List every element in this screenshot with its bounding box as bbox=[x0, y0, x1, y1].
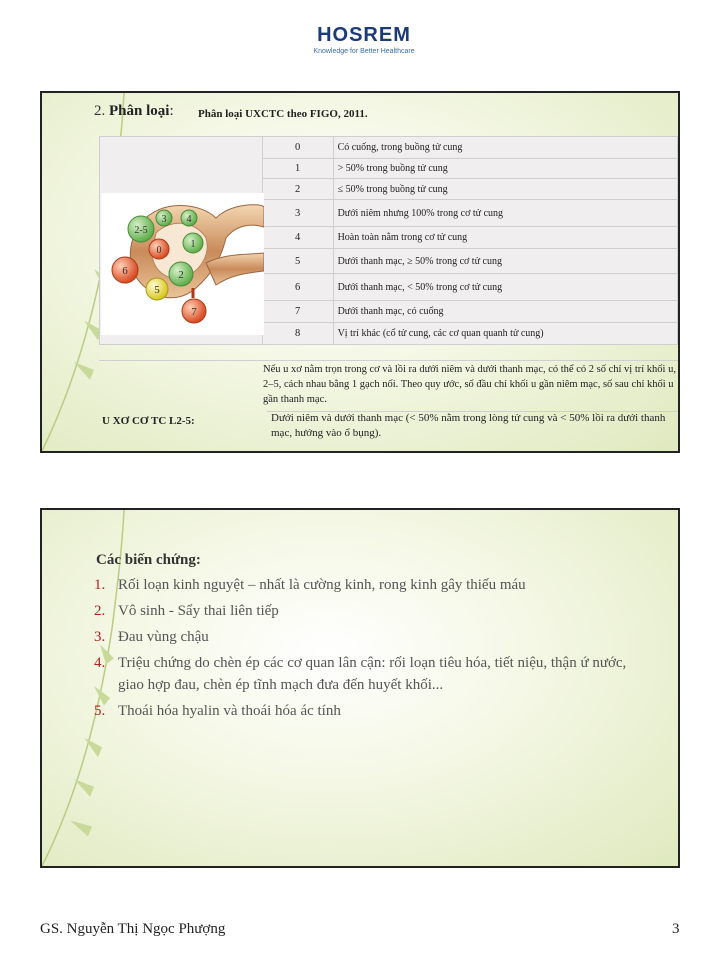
row-desc: Dưới thanh mạc, < 50% trong cơ tử cung bbox=[333, 274, 677, 301]
row-code: 3 bbox=[262, 200, 333, 227]
row-desc: ≤ 50% trong buồng tử cung bbox=[333, 179, 677, 200]
diagram-label: 7 bbox=[191, 306, 197, 318]
row-code: 2 bbox=[262, 179, 333, 200]
diagram-label: 5 bbox=[154, 284, 160, 296]
figo-caption: Phân loại UXCTC theo FIGO, 2011. bbox=[198, 108, 368, 120]
list-item bbox=[94, 626, 654, 648]
row-code: 1 bbox=[262, 159, 333, 179]
list-number: 2. bbox=[94, 603, 106, 619]
heading-colon: : bbox=[169, 103, 174, 119]
logo-text: HOSREM bbox=[317, 24, 411, 46]
list-item bbox=[94, 574, 654, 596]
row-code: 6 bbox=[262, 274, 333, 301]
list-number: 3. bbox=[94, 629, 106, 645]
slide-complications bbox=[40, 508, 680, 868]
row-desc: > 50% trong buồng tử cung bbox=[333, 159, 677, 179]
heading-number: 2. bbox=[94, 103, 106, 119]
complications-list bbox=[94, 574, 654, 726]
page-number: 3 bbox=[672, 921, 680, 937]
classification-heading bbox=[94, 103, 174, 120]
list-text: Thoái hóa hyalin và thoái hóa ác tính bbox=[118, 703, 341, 719]
row-code: 8 bbox=[262, 323, 333, 345]
list-text: Vô sinh - Sẩy thai liên tiếp bbox=[118, 603, 279, 619]
list-item bbox=[94, 700, 654, 722]
diagram-label: 4 bbox=[186, 214, 192, 225]
row-desc: Hoàn toàn nằm trong cơ tử cung bbox=[333, 227, 677, 249]
list-number: 4. bbox=[94, 655, 106, 671]
diagram-label: 0 bbox=[156, 245, 162, 256]
heading-title: Phân loại bbox=[109, 103, 170, 119]
row-code: 7 bbox=[262, 301, 333, 323]
list-number: 1. bbox=[94, 577, 106, 593]
dual-location-note: Nếu u xơ nằm trọn trong cơ và lồi ra dưới niêm và dưới thanh mạc, có thể có 2 số chỉ vị trí khối u, 2–5, cách nhau bằng 1 gạch nối. Theo quy ước, số đầu chỉ khối u gần niêm mạc, số sau chỉ khối u gần thanh mạc. bbox=[263, 364, 676, 405]
list-text: Rối loạn kinh nguyệt – nhất là cường kinh, rong kinh gây thiếu máu bbox=[118, 577, 526, 593]
row-code: 0 bbox=[262, 137, 333, 159]
fibroid-diagram-image bbox=[101, 193, 264, 335]
uxo-label: U XƠ CƠ TC L2-5: bbox=[102, 415, 195, 427]
logo-wordmark bbox=[304, 24, 424, 46]
diagram-label: 2-5 bbox=[134, 225, 148, 236]
list-item bbox=[94, 600, 654, 622]
diagram-label: 3 bbox=[161, 214, 167, 225]
fibroid-diagram bbox=[101, 193, 264, 335]
row-desc: Dưới niêm nhưng 100% trong cơ tử cung bbox=[333, 200, 677, 227]
row-code: 5 bbox=[262, 249, 333, 274]
row-desc: Dưới thanh mạc, có cuống bbox=[333, 301, 677, 323]
complications-title: Các biến chứng: bbox=[96, 552, 201, 568]
diagram-label: 1 bbox=[190, 239, 196, 250]
hosrem-logo bbox=[304, 24, 424, 55]
row-desc: Vị trí khác (cổ tử cung, các cơ quan quanh tử cung) bbox=[333, 323, 677, 345]
diagram-label: 2 bbox=[178, 269, 184, 281]
row-divider bbox=[99, 360, 679, 361]
list-item bbox=[94, 652, 654, 696]
row-desc: Dưới thanh mạc, ≥ 50% trong cơ tử cung bbox=[333, 249, 677, 274]
uxo-description: Dưới niêm và dưới thanh mạc (< 50% nằm trong lòng tử cung và < 50% lồi ra dưới thanh mạc, hướng vào ổ bụng). bbox=[271, 412, 666, 439]
list-text: Triệu chứng do chèn ép các cơ quan lân cận: rối loạn tiêu hóa, tiết niệu, thận ứ nước, giao hợp đau, chèn ép tĩnh mạch đưa đến huyết khối... bbox=[118, 655, 627, 693]
footer-author: GS. Nguyễn Thị Ngọc Phượng bbox=[40, 921, 226, 937]
row-desc: Có cuống, trong buồng tử cung bbox=[333, 137, 677, 159]
slide-classification bbox=[40, 91, 680, 453]
list-number: 5. bbox=[94, 703, 106, 719]
diagram-label: 6 bbox=[122, 265, 128, 277]
list-text: Đau vùng chậu bbox=[118, 629, 209, 645]
row-code: 4 bbox=[262, 227, 333, 249]
table-row bbox=[100, 137, 678, 159]
logo-tagline: Knowledge for Better Healthcare bbox=[313, 48, 415, 55]
